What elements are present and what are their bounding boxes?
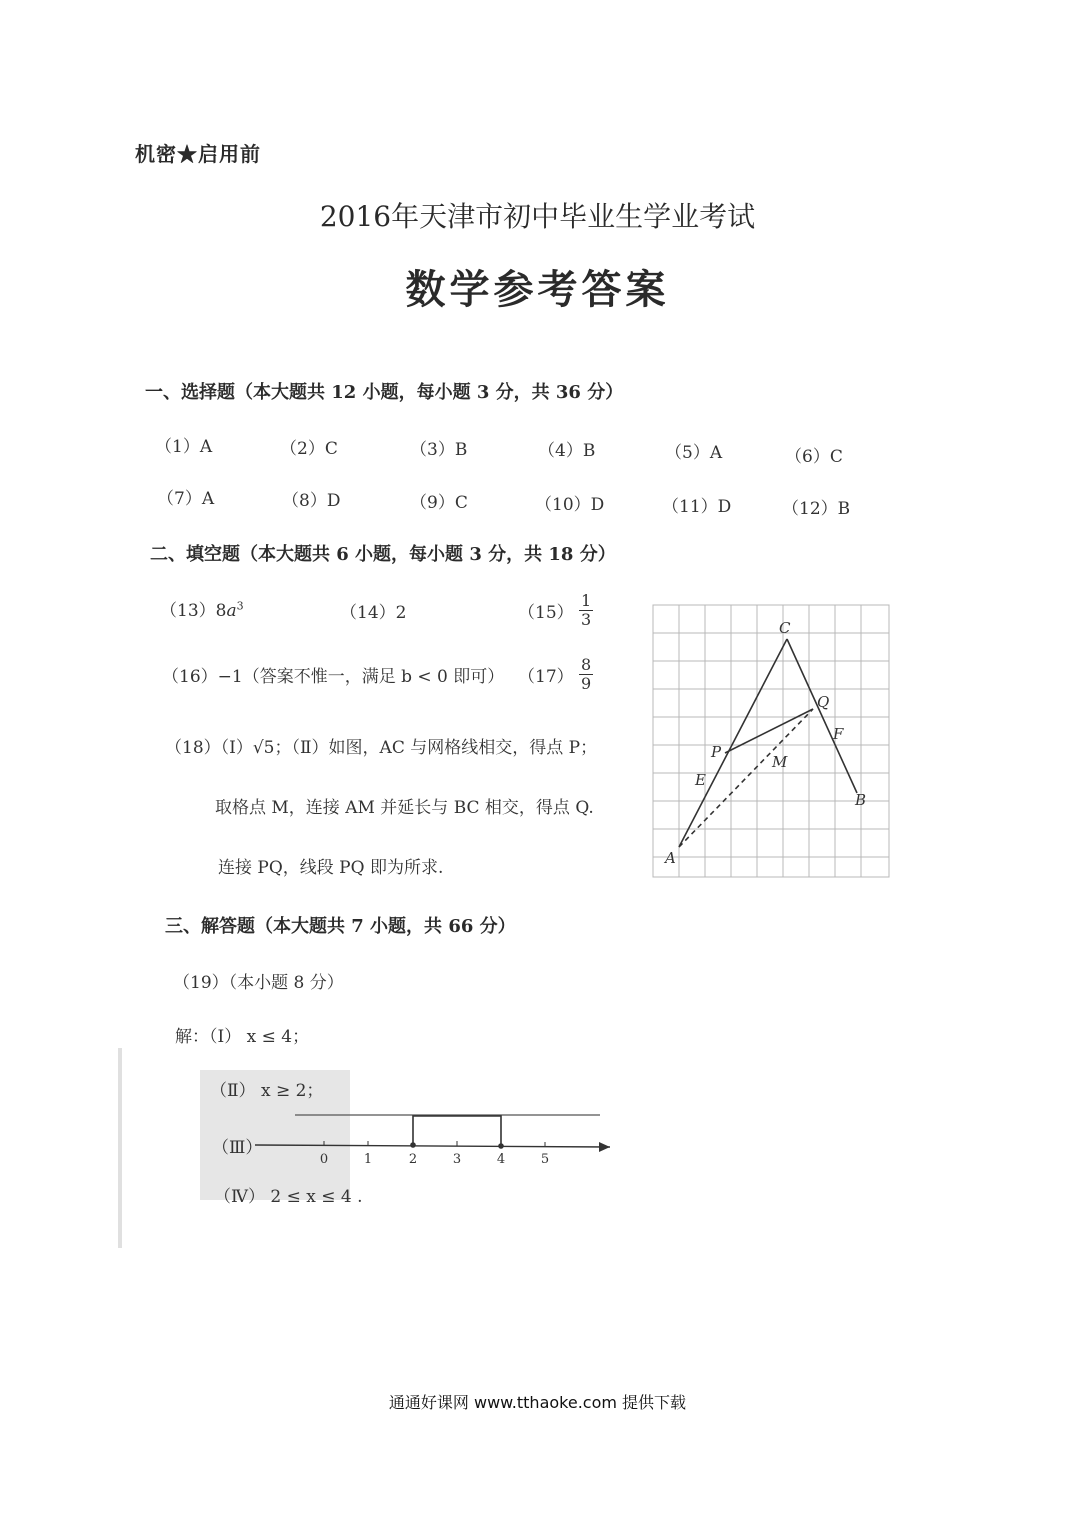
section1-heading: 一、选择题（本大题共 12 小题，每小题 3 分，共 36 分） bbox=[145, 382, 624, 403]
answer-item: （5）A bbox=[665, 443, 723, 463]
q19-part3: （Ⅲ） bbox=[212, 1138, 263, 1158]
segment-PQ bbox=[725, 709, 813, 753]
exam-title: 2016年天津市初中毕业生学业考试 bbox=[319, 200, 756, 233]
answer-item: （1）A bbox=[155, 437, 213, 457]
answer-q14: （14）2 bbox=[340, 603, 407, 623]
q19-title: （19）（本小题 8 分） bbox=[173, 973, 344, 993]
svg-text:3: 3 bbox=[452, 1152, 462, 1167]
svg-text:2: 2 bbox=[408, 1152, 418, 1167]
svg-text:1: 1 bbox=[363, 1152, 373, 1167]
answer-item: （9）C bbox=[410, 493, 468, 513]
label-P: P bbox=[711, 743, 722, 761]
section3-heading: 三、解答题（本大题共 7 小题，共 66 分） bbox=[165, 916, 516, 937]
label-A: A bbox=[665, 849, 676, 867]
answer-item: （10）D bbox=[535, 495, 605, 515]
label-C: C bbox=[779, 619, 791, 637]
answer-q18-line2: 取格点 M，连接 AM 并延长与 BC 相交，得点 Q. bbox=[215, 798, 594, 818]
answer-q18-line3: 连接 PQ，线段 PQ 即为所求. bbox=[218, 858, 444, 878]
label-F: F bbox=[833, 725, 844, 743]
answer-q17: （17） $\frac{8}{9}$ bbox=[518, 655, 592, 693]
svg-text:4: 4 bbox=[496, 1152, 506, 1167]
answer-item: （7）A bbox=[157, 489, 215, 509]
footer-credit: 通通好课网 www.tthaoke.com 提供下载 bbox=[388, 1393, 687, 1412]
segment-AC bbox=[679, 639, 787, 847]
answer-item: （11）D bbox=[662, 497, 732, 517]
answer-item: （3）B bbox=[410, 440, 468, 460]
answer-item: （4）B bbox=[538, 441, 596, 461]
answer-item: （6）C bbox=[785, 447, 843, 467]
axis-line bbox=[255, 1145, 610, 1147]
label-E: E bbox=[695, 771, 706, 789]
answer-q16: （16）−1（答案不惟一，满足 b < 0 即可） bbox=[162, 667, 505, 687]
grid-lines bbox=[653, 605, 889, 877]
q19-part2: （Ⅱ） x ≥ 2； bbox=[210, 1081, 324, 1101]
answer-title: 数学参考答案 bbox=[405, 266, 670, 313]
q19-part4: （Ⅳ） 2 ≤ x ≤ 4 . bbox=[214, 1187, 363, 1207]
answer-q15: （15） $\frac{1}{3}$ bbox=[518, 591, 592, 629]
section2-heading: 二、填空题（本大题共 6 小题，每小题 3 分，共 18 分） bbox=[150, 544, 616, 565]
label-B: B bbox=[855, 791, 867, 809]
svg-text:0: 0 bbox=[319, 1152, 329, 1167]
answer-item: （8）D bbox=[282, 491, 341, 511]
answer-q13: $(13)8a^3$ bbox=[160, 599, 244, 621]
scan-edge bbox=[118, 1048, 122, 1248]
point-2 bbox=[410, 1142, 416, 1148]
label-M: M bbox=[772, 753, 788, 771]
answer-q18-line1: （18）（Ⅰ）√5；（Ⅱ）如图，AC 与网格线相交，得点 P； bbox=[165, 738, 598, 758]
point-4 bbox=[498, 1143, 504, 1149]
label-Q: Q bbox=[817, 693, 830, 711]
axis-arrow bbox=[599, 1142, 610, 1152]
grid-figure bbox=[645, 595, 895, 885]
answer-item: （2）C bbox=[280, 439, 338, 459]
answer-item: （12）B bbox=[782, 499, 851, 519]
number-line bbox=[255, 1105, 620, 1170]
q19-part1: 解：（Ⅰ） x ≤ 4； bbox=[175, 1027, 310, 1047]
solution-bracket bbox=[413, 1116, 501, 1145]
svg-text:5: 5 bbox=[540, 1152, 550, 1167]
confidential-mark: 机密★启用前 bbox=[135, 142, 261, 166]
